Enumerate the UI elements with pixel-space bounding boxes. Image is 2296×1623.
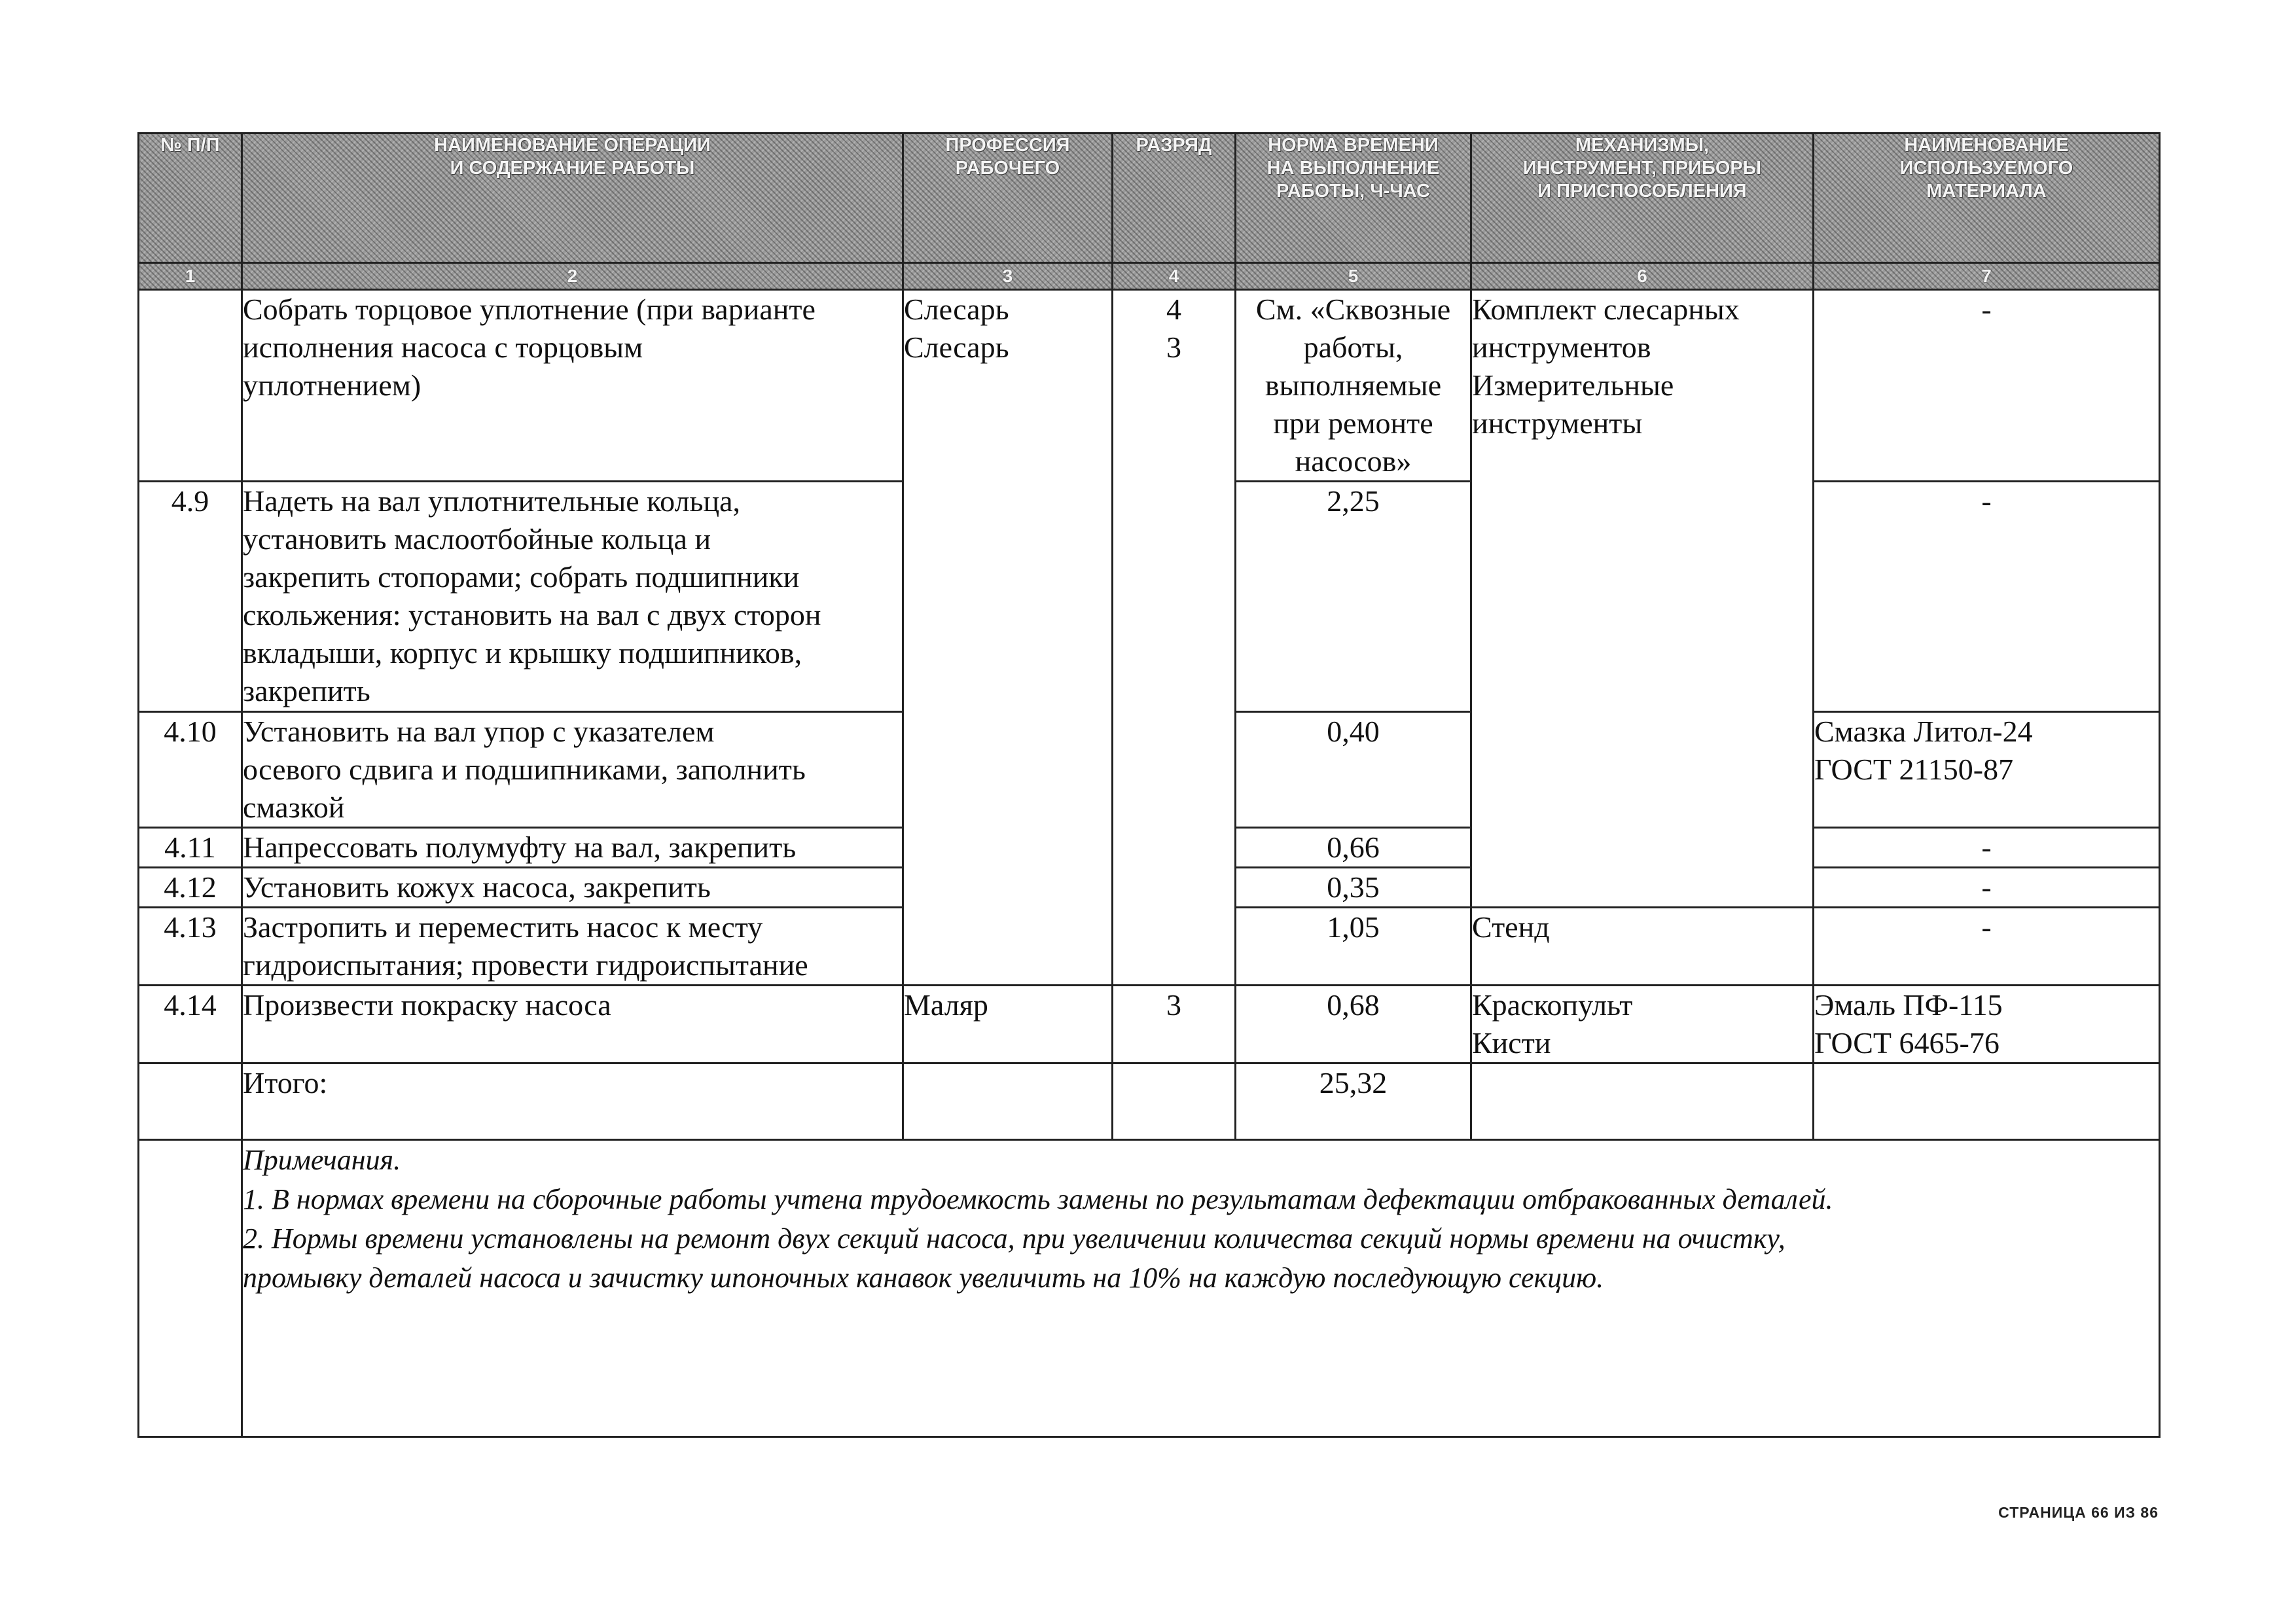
rank-cell: 3 [1113, 986, 1236, 1063]
profession-cell: Маляр [903, 986, 1113, 1063]
time-norm-cell: 0,35 [1236, 868, 1471, 908]
table-row [139, 290, 2160, 482]
tools-cell: Краскопульт Кисти [1471, 986, 1814, 1063]
operation-cell: Произвести покраску насоса [242, 986, 903, 1063]
column-number: 3 [903, 263, 1113, 290]
notes-row [139, 1140, 2160, 1437]
material-cell: - [1814, 828, 2160, 868]
total-row [139, 1063, 2160, 1140]
page-number: СТРАНИЦА 66 ИЗ 86 [1998, 1504, 2159, 1521]
row-number [139, 1063, 242, 1140]
total-label: Итого: [242, 1063, 903, 1140]
material-cell: Смазка Литол-24 ГОСТ 21150-87 [1814, 712, 2160, 828]
column-number: 4 [1113, 263, 1236, 290]
row-number: 4.12 [139, 868, 242, 908]
column-number: 6 [1471, 263, 1814, 290]
material-cell: - [1814, 868, 2160, 908]
column-number-row [139, 263, 2160, 290]
rank-cell [1113, 1063, 1236, 1140]
notes-spacer [139, 1140, 242, 1437]
note-2-continued: промывку деталей насоса и зачистку шпоночных канавок увеличить на 10% на каждую последующую секцию. [243, 1262, 1604, 1294]
notes-title: Примечания. [243, 1144, 401, 1176]
material-cell: - [1814, 482, 2160, 712]
time-norm-cell: 0,66 [1236, 828, 1471, 868]
note-1: 1. В нормах времени на сборочные работы учтена трудоемкость замены по результатам дефектации отбракованных деталей. [243, 1183, 1833, 1215]
row-number: 4.11 [139, 828, 242, 868]
time-norm-cell: 1,05 [1236, 908, 1471, 986]
column-number: 2 [242, 263, 903, 290]
row-number: 4.14 [139, 986, 242, 1063]
operation-cell: Надеть на вал уплотнительные кольца, установить маслоотбойные кольца и закрепить стопорами; собрать подшипники скольжения: установить на вал с двух сторон вкладыши, корпус и крышку подшипников, закрепить [242, 482, 903, 712]
time-norm-cell: 2,25 [1236, 482, 1471, 712]
column-number: 7 [1814, 263, 2160, 290]
rank-cell: 4 3 [1113, 290, 1236, 986]
header-tools: МЕХАНИЗМЫ, ИНСТРУМЕНТ, ПРИБОРЫ И ПРИСПОСОБЛЕНИЯ [1471, 134, 1814, 263]
notes-cell [242, 1140, 2160, 1437]
tools-cell: Комплект слесарных инструментов Измерительные инструменты [1471, 290, 1814, 908]
header-operation: НАИМЕНОВАНИЕ ОПЕРАЦИИ И СОДЕРЖАНИЕ РАБОТЫ [242, 134, 903, 263]
note-2: 2. Нормы времени установлены на ремонт двух секций насоса, при увеличении количества секций нормы времени на очистку, [243, 1222, 1785, 1255]
operation-cell: Установить кожух насоса, закрепить [242, 868, 903, 908]
material-cell: - [1814, 290, 2160, 482]
operation-cell: Напрессовать полумуфту на вал, закрепить [242, 828, 903, 868]
operation-cell: Застропить и переместить насос к месту гидроиспытания; провести гидроиспытание [242, 908, 903, 986]
row-number: 4.9 [139, 482, 242, 712]
header-time-norm: НОРМА ВРЕМЕНИ НА ВЫПОЛНЕНИЕ РАБОТЫ, Ч-ЧАС [1236, 134, 1471, 263]
column-number: 5 [1236, 263, 1471, 290]
tools-cell [1471, 1063, 1814, 1140]
row-number [139, 290, 242, 482]
header-rank: РАЗРЯД [1113, 134, 1236, 263]
material-cell: Эмаль ПФ-115 ГОСТ 6465-76 [1814, 986, 2160, 1063]
header-row [139, 134, 2160, 263]
operations-table [137, 132, 2161, 1438]
profession-cell [903, 1063, 1113, 1140]
total-value: 25,32 [1236, 1063, 1471, 1140]
time-norm-cell: См. «Сквозные работы, выполняемые при ремонте насосов» [1236, 290, 1471, 482]
table-row [139, 986, 2160, 1063]
row-number: 4.10 [139, 712, 242, 828]
time-norm-cell: 0,40 [1236, 712, 1471, 828]
header-profession: ПРОФЕССИЯ РАБОЧЕГО [903, 134, 1113, 263]
operation-cell: Собрать торцовое уплотнение (при варианте исполнения насоса с торцовым уплотнением) [242, 290, 903, 482]
header-material: НАИМЕНОВАНИЕ ИСПОЛЬЗУЕМОГО МАТЕРИАЛА [1814, 134, 2160, 263]
tools-cell: Стенд [1471, 908, 1814, 986]
profession-cell: Слесарь Слесарь [903, 290, 1113, 986]
material-cell [1814, 1063, 2160, 1140]
row-number: 4.13 [139, 908, 242, 986]
column-number: 1 [139, 263, 242, 290]
material-cell: - [1814, 908, 2160, 986]
operation-cell: Установить на вал упор с указателем осевого сдвига и подшипниками, заполнить смазкой [242, 712, 903, 828]
time-norm-cell: 0,68 [1236, 986, 1471, 1063]
header-number: № П/П [139, 134, 242, 263]
